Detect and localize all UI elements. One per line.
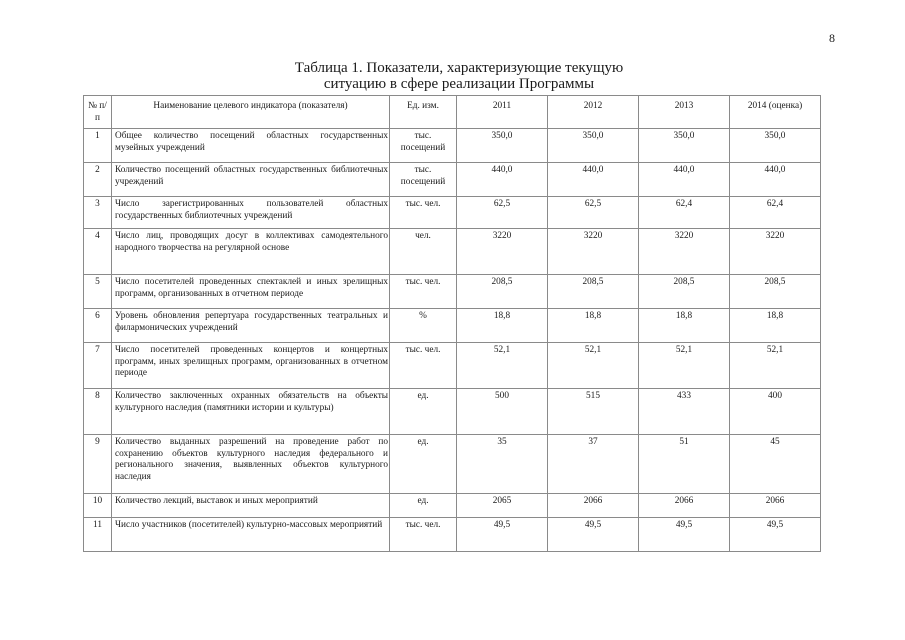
row-indicator-name: Число посетителей проведенных спектаклей и иных зрелищных программ, организованных в отчетном периоде [112, 275, 390, 309]
row-value-2011: 3220 [457, 229, 548, 275]
header-2011: 2011 [457, 96, 548, 129]
row-value-2013: 52,1 [639, 343, 730, 389]
row-value-2013: 51 [639, 435, 730, 494]
row-num: 9 [84, 435, 112, 494]
row-value-2014: 350,0 [730, 129, 821, 163]
table-row [84, 494, 821, 518]
row-value-2011: 2065 [457, 494, 548, 518]
table-row [84, 518, 821, 552]
row-value-2013: 3220 [639, 229, 730, 275]
row-unit: ед. [390, 494, 457, 518]
row-value-2012: 62,5 [548, 197, 639, 229]
table-title [250, 60, 668, 92]
table-title-line-2: ситуацию в сфере реализации Программы [323, 76, 595, 92]
row-unit: ед. [390, 435, 457, 494]
row-value-2012: 2066 [548, 494, 639, 518]
header-num: № п/п [84, 96, 112, 129]
header-2012: 2012 [548, 96, 639, 129]
row-indicator-name: Уровень обновления репертуара государственных театральных и филармонических учреждений [112, 309, 390, 343]
row-value-2011: 208,5 [457, 275, 548, 309]
row-value-2014: 208,5 [730, 275, 821, 309]
row-value-2014: 440,0 [730, 163, 821, 197]
row-value-2012: 440,0 [548, 163, 639, 197]
row-value-2014: 18,8 [730, 309, 821, 343]
row-indicator-name: Число посетителей проведенных концертов и концертных программ, иных зрелищных программ, организованных в отчетном периоде [112, 343, 390, 389]
row-num: 10 [84, 494, 112, 518]
row-value-2013: 18,8 [639, 309, 730, 343]
row-indicator-name: Общее количество посещений областных государственных музейных учреждений [112, 129, 390, 163]
row-value-2014: 62,4 [730, 197, 821, 229]
row-indicator-name: Число лиц, проводящих досуг в коллективах самодеятельного народного творчества на регулярной основе [112, 229, 390, 275]
row-value-2011: 62,5 [457, 197, 548, 229]
table-row [84, 229, 821, 275]
row-value-2014: 400 [730, 389, 821, 435]
row-value-2014: 52,1 [730, 343, 821, 389]
row-indicator-name: Число участников (посетителей) культурно-массовых мероприятий [112, 518, 390, 552]
row-value-2013: 62,4 [639, 197, 730, 229]
row-value-2014: 49,5 [730, 518, 821, 552]
row-value-2011: 350,0 [457, 129, 548, 163]
row-value-2012: 37 [548, 435, 639, 494]
row-num: 7 [84, 343, 112, 389]
row-indicator-name: Число зарегистрированных пользователей областных государственных библиотечных учреждений [112, 197, 390, 229]
row-value-2013: 208,5 [639, 275, 730, 309]
row-unit: тыс. посещений [390, 163, 457, 197]
row-value-2011: 52,1 [457, 343, 548, 389]
table-row [84, 435, 821, 494]
header-name: Наименование целевого индикатора (показателя) [112, 96, 390, 129]
row-indicator-name: Количество лекций, выставок и иных мероприятий [112, 494, 390, 518]
row-unit: тыс. чел. [390, 275, 457, 309]
row-value-2012: 515 [548, 389, 639, 435]
row-indicator-name: Количество посещений областных государственных библиотечных учреждений [112, 163, 390, 197]
table-row [84, 275, 821, 309]
row-value-2012: 52,1 [548, 343, 639, 389]
table-row [84, 129, 821, 163]
row-num: 6 [84, 309, 112, 343]
row-num: 8 [84, 389, 112, 435]
table-row [84, 389, 821, 435]
row-value-2013: 2066 [639, 494, 730, 518]
row-unit: чел. [390, 229, 457, 275]
row-unit: тыс. посещений [390, 129, 457, 163]
row-value-2014: 2066 [730, 494, 821, 518]
row-value-2013: 49,5 [639, 518, 730, 552]
row-unit: тыс. чел. [390, 518, 457, 552]
row-value-2014: 3220 [730, 229, 821, 275]
row-indicator-name: Количество выданных разрешений на проведение работ по сохранению объектов культурного наследия федерального и регионального значения, выявленных объектов культурного наследия [112, 435, 390, 494]
row-unit: ед. [390, 389, 457, 435]
header-row [84, 96, 821, 129]
row-value-2012: 208,5 [548, 275, 639, 309]
row-value-2011: 49,5 [457, 518, 548, 552]
row-value-2013: 350,0 [639, 129, 730, 163]
header-2014: 2014 (оценка) [730, 96, 821, 129]
row-value-2012: 3220 [548, 229, 639, 275]
page-number: 8 [829, 31, 835, 45]
row-unit: тыс. чел. [390, 343, 457, 389]
row-value-2011: 35 [457, 435, 548, 494]
row-value-2012: 350,0 [548, 129, 639, 163]
row-indicator-name: Количество заключенных охранных обязательств на объекты культурного наследия (памятники истории и культуры) [112, 389, 390, 435]
table-row [84, 309, 821, 343]
row-num: 4 [84, 229, 112, 275]
row-value-2012: 49,5 [548, 518, 639, 552]
table-row [84, 197, 821, 229]
header-unit: Ед. изм. [390, 96, 457, 129]
row-num: 2 [84, 163, 112, 197]
table-title-line-1: Таблица 1. Показатели, характеризующие текущую [294, 60, 624, 76]
row-unit: тыс. чел. [390, 197, 457, 229]
table-row [84, 343, 821, 389]
row-value-2011: 18,8 [457, 309, 548, 343]
row-value-2011: 440,0 [457, 163, 548, 197]
row-num: 3 [84, 197, 112, 229]
header-2013: 2013 [639, 96, 730, 129]
row-value-2014: 45 [730, 435, 821, 494]
row-num: 1 [84, 129, 112, 163]
row-value-2011: 500 [457, 389, 548, 435]
row-value-2013: 433 [639, 389, 730, 435]
table-row [84, 163, 821, 197]
row-unit: % [390, 309, 457, 343]
row-num: 11 [84, 518, 112, 552]
row-value-2013: 440,0 [639, 163, 730, 197]
row-num: 5 [84, 275, 112, 309]
indicators-table [83, 95, 821, 552]
row-value-2012: 18,8 [548, 309, 639, 343]
